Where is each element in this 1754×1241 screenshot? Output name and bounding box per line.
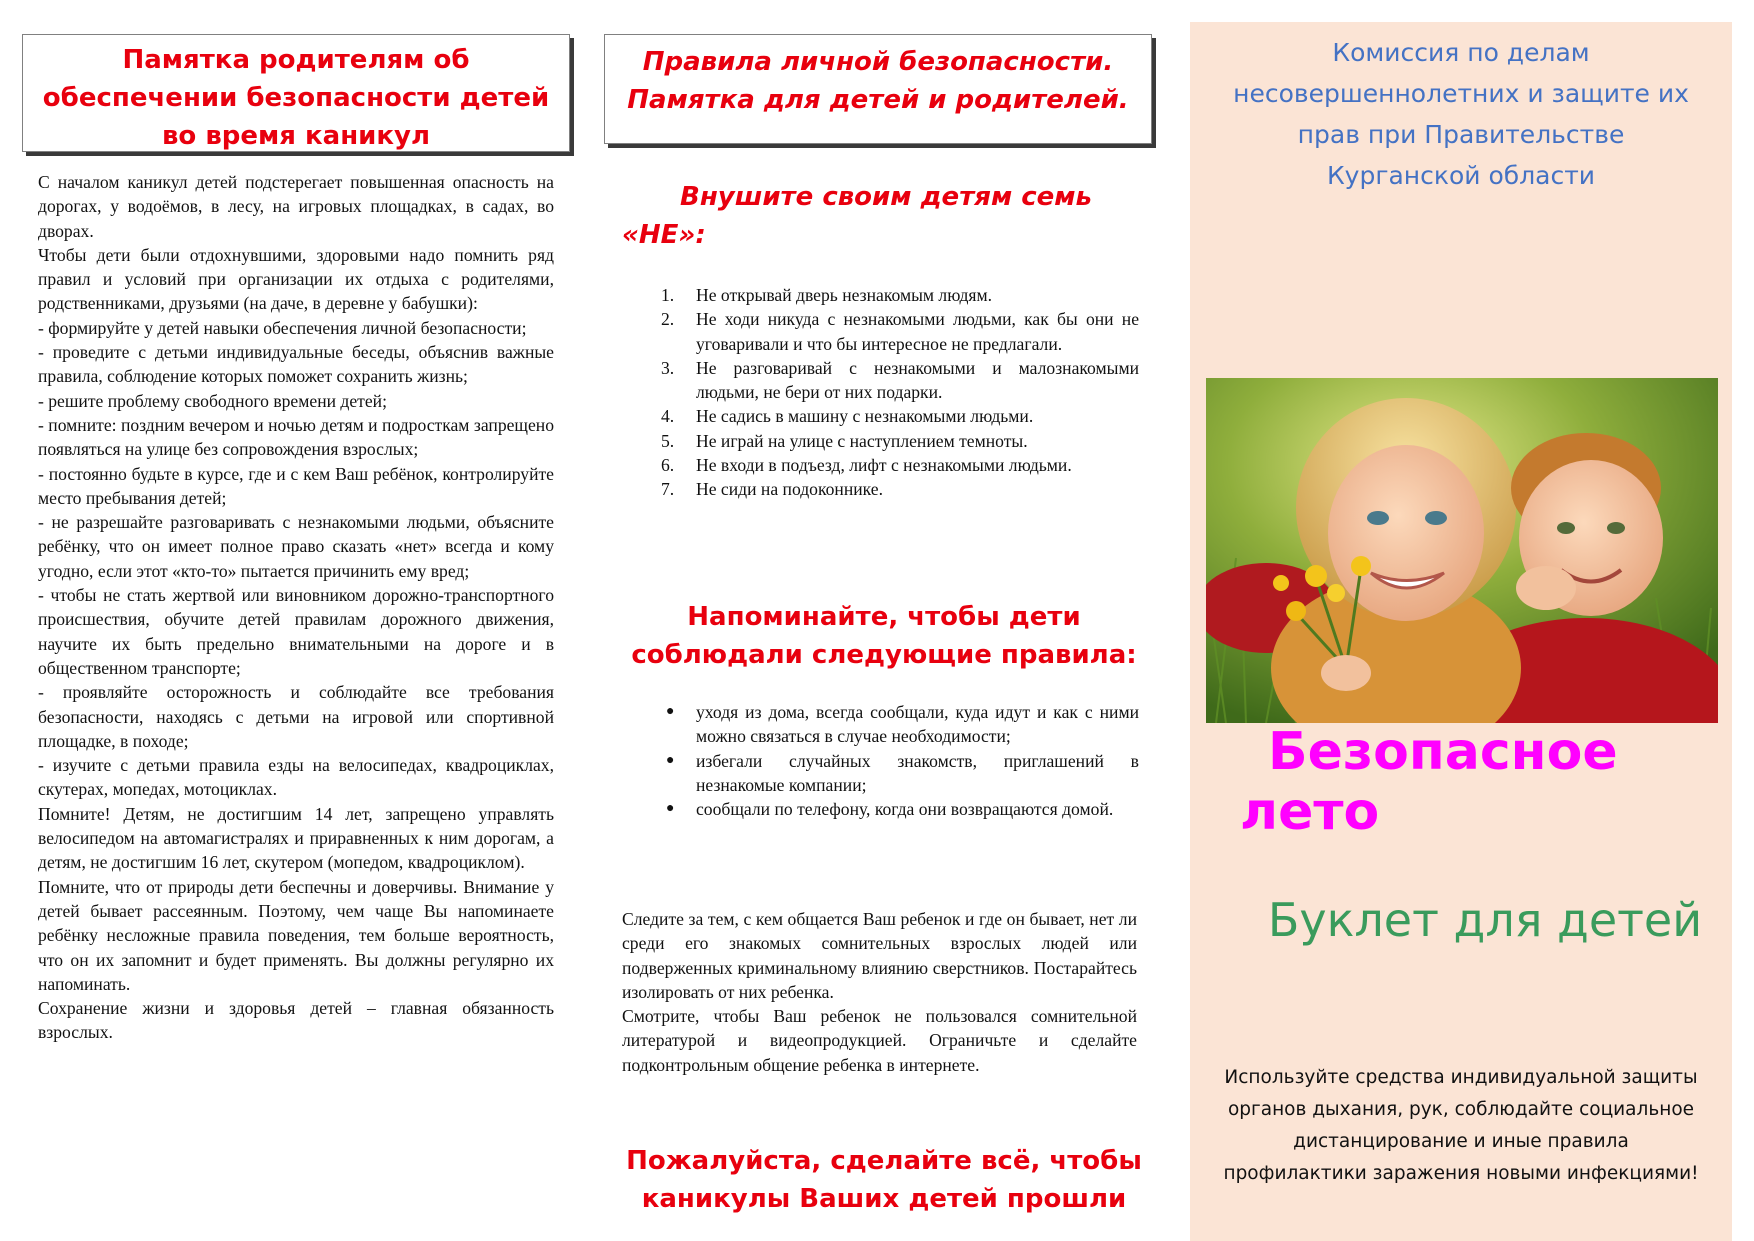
list-text: избегали случайных знакомств, приглашений в незнакомые компании; [696, 750, 1139, 795]
list-number: 3. [661, 357, 675, 378]
main-title-line1: Безопасное [1268, 722, 1618, 782]
list-number: 6. [661, 455, 675, 476]
advice-paragraph: Смотрите, чтобы Ваш ребенок не пользовался сомнительной литературой и видеопродукцией. Ограничьте и сделайте подконтрольным общение ребенка в интернете. [622, 1006, 1137, 1075]
seven-no-heading-line1: Внушите своим детям семь [680, 182, 1093, 212]
list-item [659, 404, 1139, 428]
memo-paragraph: Помните! Детям, не достигшим 14 лет, запрещено управлять велосипедом на автомагистралях и приравненных к ним дорогам, а детям, не достигшим 16 лет, скутером (мопедом, квадроциклом). [38, 803, 554, 873]
memo-paragraph: - проведите с детьми индивидуальные беседы, объяснив важные правила, соблюдение которых поможет сохранить жизнь; [38, 342, 554, 387]
memo-paragraph: - решите проблему свободного времени детей; [38, 390, 387, 411]
list-text: Не разговаривай с незнакомыми и малознакомыми людьми, не бери от них подарки. [696, 357, 1139, 403]
remind-heading [624, 598, 1144, 674]
protection-notice: Используйте средства индивидуальной защиты органов дыхания, рук, соблюдайте социальное дистанцирование и иные правила профилактики заражения новыми инфекциями! [1223, 1067, 1699, 1184]
children-photo [1206, 378, 1718, 723]
memo-paragraph: - формируйте у детей навыки обеспечения личной безопасности; [38, 317, 527, 338]
parents-memo-title-box [22, 34, 570, 152]
memo-paragraph: - не разрешайте разговаривать с незнакомыми людьми, объясните ребёнку, что он имеет полное право сказать «нет» всегда и кому угодно, если этот «кто-то» пытается причинить ему вред; [38, 512, 554, 581]
please-heading-line1: Пожалуйста, сделайте всё, чтобы [626, 1146, 1142, 1176]
main-title-line2: лето [1240, 782, 1380, 842]
memo-paragraph: - постоянно будьте в курсе, где и с кем Ваш ребёнок, контролируйте место пребывания детей; [38, 463, 554, 508]
please-heading [624, 1142, 1144, 1218]
parents-memo-title: Памятка родителям об обеспечении безопасности детей во время каникул [42, 45, 550, 151]
cover-panel [1190, 22, 1732, 1241]
list-item [659, 453, 1139, 477]
memo-paragraph: Сохранение жизни и здоровья детей – главная обязанность взрослых. [38, 998, 554, 1043]
list-item [659, 749, 1139, 798]
memo-paragraph: С началом каникул детей подстерегает повышенная опасность на дорогах, у водоёмов, в лесу, на игровых площадках, в садах, во дворах. [38, 172, 554, 241]
list-text: Не входи в подъезд, лифт с незнакомыми людьми. [696, 455, 1072, 476]
safety-rules-title-line1: Правила личной безопасности. [642, 47, 1114, 77]
seven-no-heading [622, 178, 1102, 254]
list-number: 2. [661, 309, 675, 330]
list-number: 4. [661, 406, 675, 427]
remind-heading-line2: соблюдали следующие правила: [631, 640, 1137, 670]
safety-rules-title-box [604, 34, 1152, 144]
bullet-icon: ● [666, 704, 675, 719]
list-text: Не открывай дверь незнакомым людям. [696, 285, 993, 305]
commission-name: Комиссия по делам несовершеннолетних и защите их прав при Правительстве Курганской области [1233, 38, 1689, 190]
memo-paragraph: Помните, что от природы дети беспечны и доверчивы. Внимание у детей бывает рассеянным. Поэтому, чем чаще Вы напоминаете ребёнку несложные правила поведения, тем больше вероятность, что он их запомнит и будет применять. Вы должны регулярно их напоминать. [38, 876, 554, 994]
seven-no-heading-line2: «НЕ»: [622, 220, 706, 250]
list-number: 1. [661, 285, 675, 305]
bullet-icon: ● [666, 801, 675, 817]
memo-paragraph: Чтобы дети были отдохнувшими, здоровыми надо помнить ряд правил и условий при организации их отдыха с родителями, родственниками, друзьями (на даче, в деревне у бабушки): [38, 244, 554, 314]
list-item [659, 283, 1139, 307]
list-number: 5. [661, 430, 675, 451]
list-item [659, 429, 1139, 453]
list-text: Не сиди на подоконнике. [696, 479, 883, 500]
list-item [659, 477, 1139, 501]
advice-paragraph: Следите за тем, с кем общается Ваш ребенок и где он бывает, нет ли среди его знакомых сомнительных взрослых людей или подверженных криминальному влиянию сверстников. Постарайтесь изолировать от них ребенка. [622, 909, 1137, 1002]
list-number: 7. [661, 479, 675, 500]
memo-paragraph: - изучите с детьми правила езды на велосипедах, квадроциклах, скутерах, мопедах, мотоциклах. [38, 755, 554, 800]
list-item [659, 307, 1139, 356]
bullet-icon: ● [666, 752, 675, 768]
children-photo-illustration [1206, 378, 1718, 723]
safety-rules-title-line2: Памятка для детей и родителей. [627, 85, 1129, 115]
list-text: Не ходи никуда с незнакомыми людьми, как бы они не уговаривали и что бы интересное не предлагали. [696, 309, 1139, 354]
advice-body [622, 907, 1137, 1077]
list-text: уходя из дома, всегда сообщали, куда идут и как с ними можно связаться в случае необходимости; [696, 702, 1139, 747]
parents-memo-body [38, 170, 554, 1045]
seven-no-list [659, 283, 1139, 502]
memo-paragraph: - проявляйте осторожность и соблюдайте все требования безопасности, находясь с детьми на игровой или спортивной площадке, в походе; [38, 682, 554, 751]
memo-paragraph: - помните: поздним вечером и ночью детям и подросткам запрещено появляться на улице без сопровождения взрослых; [38, 414, 554, 460]
list-text: Не играй на улице с наступлением темноты. [696, 430, 1028, 451]
remind-heading-line1: Напоминайте, чтобы дети [687, 602, 1081, 632]
list-item [659, 797, 1139, 821]
list-text: сообщали по телефону, когда они возвращаются домой. [696, 799, 1114, 820]
list-item [659, 700, 1139, 749]
list-item [659, 356, 1139, 405]
booklet-subtitle: Буклет для детей [1267, 893, 1703, 947]
remind-list [659, 700, 1139, 821]
list-text: Не садись в машину с незнакомыми людьми. [696, 406, 1034, 427]
please-heading-line2: каникулы Ваших детей прошли [641, 1184, 1127, 1214]
memo-paragraph: - чтобы не стать жертвой или виновником дорожно-транспортного происшествия, обучите детей правилам дорожного движения, научите их быть предельно внимательными на дороге и в общественном транспорте; [38, 585, 554, 678]
main-title [1240, 722, 1720, 842]
